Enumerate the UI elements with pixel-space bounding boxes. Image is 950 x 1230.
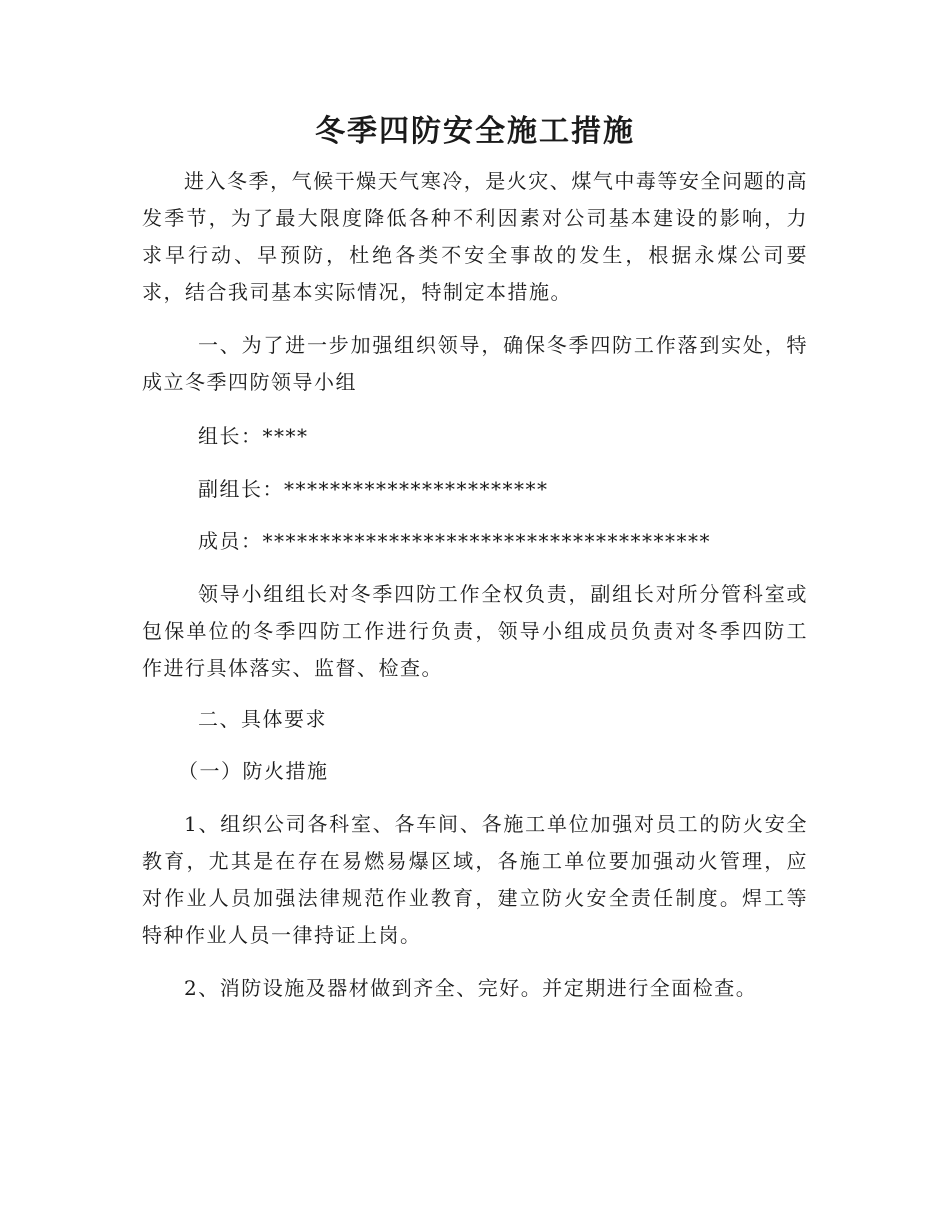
item-1-paragraph: 1、组织公司各科室、各车间、各施工单位加强对员工的防火安全教育，尤其是在存在易燃易爆区域，各施工单位要加强动火管理，应对作业人员加强法律规范作业教育，建立防火安全责任制度。焊工等特种作业人员一律持证上岗。 xyxy=(142,812,808,947)
deputy-leader-line: 副组长：*********************** xyxy=(198,477,549,501)
subsection-fire-prevention: （一）防火措施 xyxy=(178,759,329,783)
section-2-heading: 二、具体要求 xyxy=(198,707,327,731)
section-1-heading: 一、为了进一步加强组织领导，确保冬季四防工作落到实处，特成立冬季四防领导小组 xyxy=(142,333,808,394)
members-line: 成员：*************************************** xyxy=(198,529,711,553)
document-title: 冬季四防安全施工措施 xyxy=(315,114,635,149)
intro-paragraph: 进入冬季，气候干燥天气寒冷，是火灾、煤气中毒等安全问题的高发季节，为了最大限度降低各种不利因素对公司基本建设的影响，力求早行动、早预防，杜绝各类不安全事故的发生，根据永煤公司要求，结合我司基本实际情况，特制定本措施。 xyxy=(142,169,808,304)
responsibility-paragraph: 领导小组组长对冬季四防工作全权负责，副组长对所分管科室或包保单位的冬季四防工作进行负责，领导小组成员负责对冬季四防工作进行具体落实、监督、检查。 xyxy=(142,582,808,680)
item-2-paragraph: 2、消防设施及器材做到齐全、完好。并定期进行全面检查。 xyxy=(184,976,758,1000)
leader-line: 组长：**** xyxy=(198,424,309,448)
